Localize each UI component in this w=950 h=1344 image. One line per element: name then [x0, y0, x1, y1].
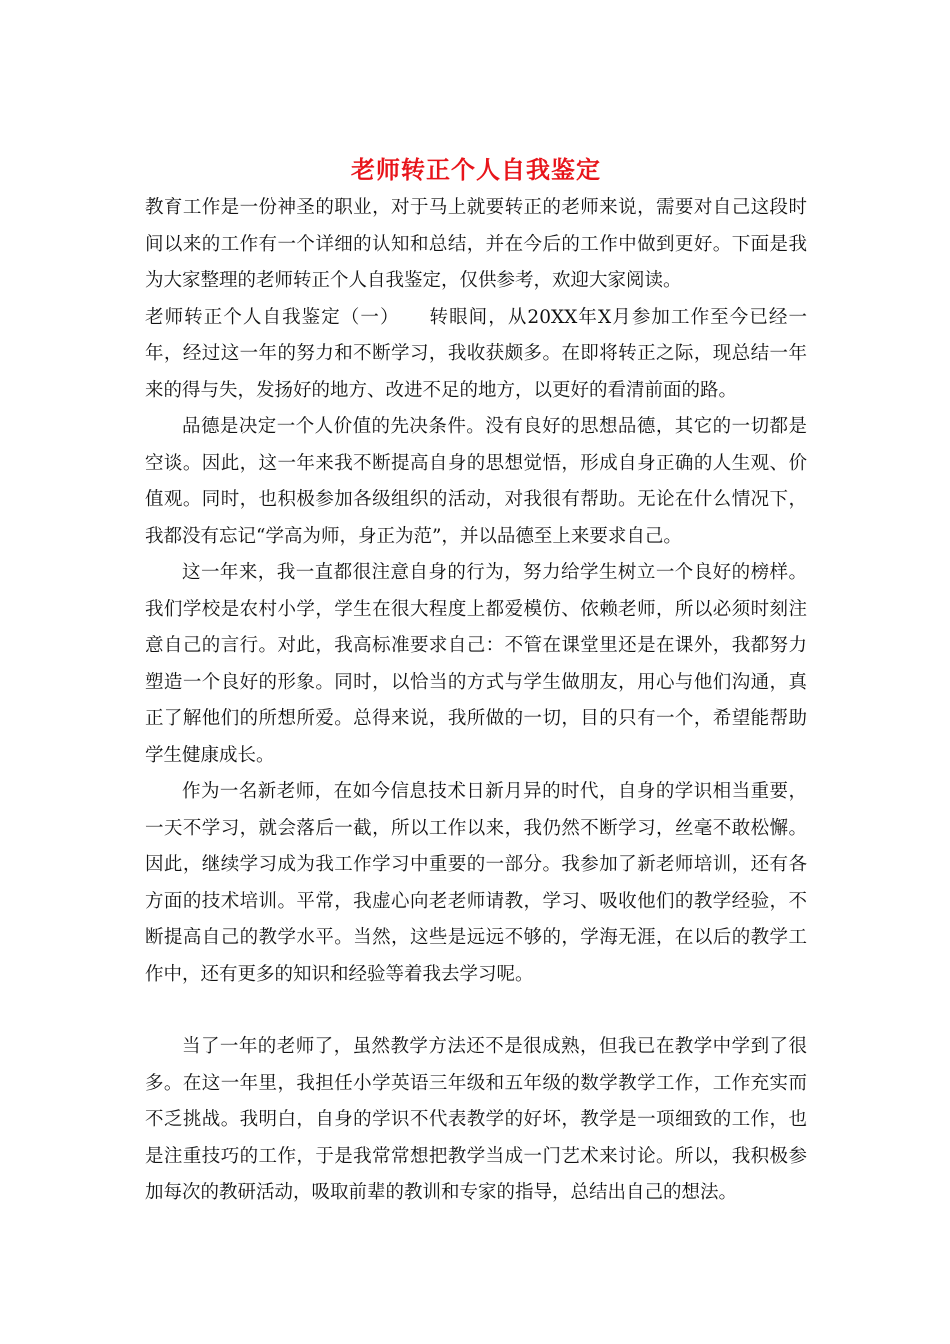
document-title: 老师转正个人自我鉴定: [351, 155, 601, 184]
body-paragraph-teaching: 当了一年的老师了，虽然教学方法还不是很成熟，但我已在教学中学到了很多。在这一年里，我担任小学英语三年级和五年级的数学教学工作，工作充实而不乏挑战。我明白，自身的学识不代表教学的好坏，教学是一项细致的工作，也是注重技巧的工作，于是我常常想把教学当成一门艺术来讨论。所以，我积极参加每次的教研活动，吸取前辈的教训和专家的指导，总结出自己的想法。: [145, 1036, 807, 1203]
body-paragraph-learning: 作为一名新老师，在如今信息技术日新月异的时代，自身的学识相当重要，一天不学习，就会落后一截，所以工作以来，我仍然不断学习，丝毫不敢松懈。因此，继续学习成为我工作学习中重要的一部分。我参加了新老师培训，还有各方面的技术培训。平常，我虚心向老老师请教，学习、吸收他们的教学经验，不断提高自己的教学水平。当然，这些是远远不够的，学海无涯，在以后的教学工作中，还有更多的知识和经验等着我去学习呢。: [145, 781, 807, 985]
intro-paragraph: 教育工作是一份神圣的职业，对于马上就要转正的老师来说，需要对自己这段时间以来的工作有一个详细的认知和总结，并在今后的工作中做到更好。下面是我为大家整理的老师转正个人自我鉴定，仅供参考，欢迎大家阅读。: [145, 197, 807, 291]
body-paragraph-role-model: 这一年来，我一直都很注意自身的行为，努力给学生树立一个良好的榜样。我们学校是农村小学，学生在很大程度上都爱模仿、依赖老师，所以必须时刻注意自己的言行。对此，我高标准要求自己：不管在课堂里还是在课外，我都努力塑造一个良好的形象。同时，以恰当的方式与学生做朋友，用心与他们沟通，真正了解他们的所想所爱。总得来说，我所做的一切，目的只有一个，希望能帮助学生健康成长。: [145, 562, 807, 766]
document-page: [145, 150, 807, 1212]
body-paragraph-morality: 品德是决定一个人价值的先决条件。没有良好的思想品德，其它的一切都是空谈。因此，这一年来我不断提高自身的思想觉悟，形成自身正确的人生观、价值观。同时，也积极参加各级组织的活动，对我很有帮助。无论在什么情况下，我都没有忘记“学高为师，身正为范”，并以品德至上来要求自己。: [145, 416, 807, 547]
section-one-opening-paragraph: 老师转正个人自我鉴定（一） 转眼间，从20XX年X月参加工作至今已经一年，经过这一年的努力和不断学习，我收获颇多。在即将转正之际，现总结一年来的得与失，发扬好的地方、改进不足的地方，以更好的看清前面的路。: [145, 306, 807, 401]
paragraph-spacer: [145, 993, 807, 1029]
